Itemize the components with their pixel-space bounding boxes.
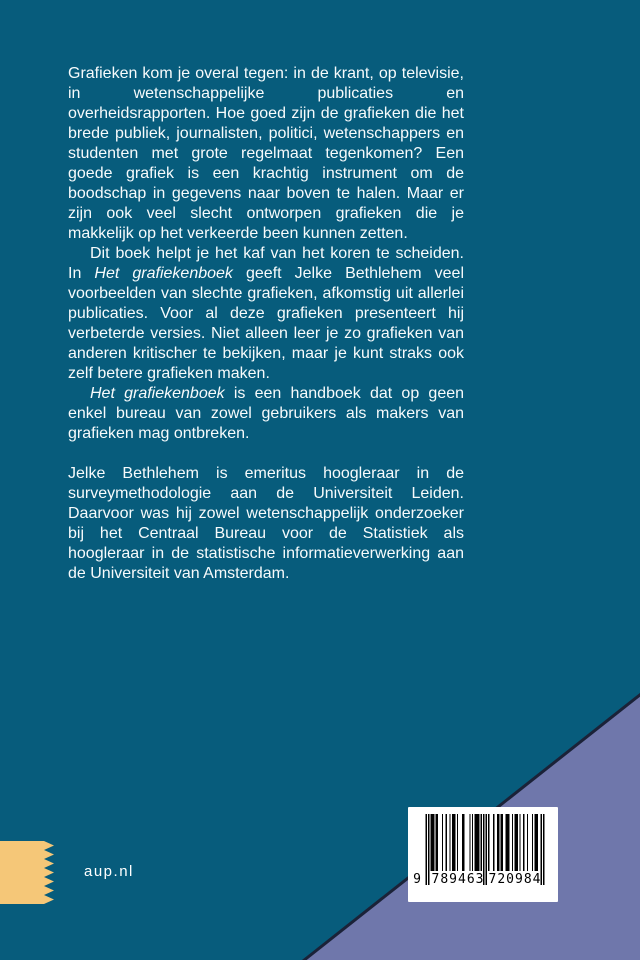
author-bio: [68, 464, 464, 584]
barcode-digit-group2: 720984: [488, 872, 542, 887]
publisher-url: aup.nl: [84, 863, 134, 880]
synopsis-text: [68, 64, 464, 444]
barcode-digit-lead: 9: [413, 872, 421, 887]
synopsis-paragraph: Dit boek helpt je het kaf van het koren te scheiden. In Het grafiekenboek geeft Jelke Bethlehem veel voorbeelden van slechte grafieken, afkomstig uit allerlei publicaties. Voor al deze grafieken presenteert hij verbeterde versies. Niet alleen leer je zo grafieken van anderen kritischer te bekijken, maar je kunt straks ook zelf betere grafieken maken.: [68, 245, 465, 382]
author-bio-paragraph: Jelke Bethlehem is emeritus hoogleraar in de surveymethodologie aan de Universiteit Leiden. Daarvoor was hij zowel wetenschappelijk onderzoeker bij het Centraal Bureau voor de Statistiek als hoogleraar in de statistische informatieverwerking aan de Universiteit van Amsterdam.: [68, 465, 464, 582]
barcode-digit-group1: 789463: [431, 872, 485, 887]
yellow-tab-icon: [0, 841, 54, 904]
barcode-bars: [408, 807, 558, 902]
synopsis-paragraph: Grafieken kom je overal tegen: in de krant, op televisie, in wetenschappelijke publicaties en overheidsrapporten. Hoe goed zijn de grafieken die het brede publiek, journalisten, politici, wetenschappers en studenten met grote regelmaat tegenkomen? Een goede grafiek is een krachtig instrument om de boodschap in gegevens naar boven te halen. Maar er zijn ook veel slecht ontworpen grafieken die je makkelijk op het verkeerde been kunnen zetten.: [68, 65, 464, 242]
synopsis-paragraph: Het grafiekenboek is een handboek dat op geen enkel bureau van zowel gebruikers als makers van grafieken mag ontbreken.: [68, 385, 465, 442]
back-cover-text: [68, 64, 464, 584]
barcode: [408, 807, 558, 902]
